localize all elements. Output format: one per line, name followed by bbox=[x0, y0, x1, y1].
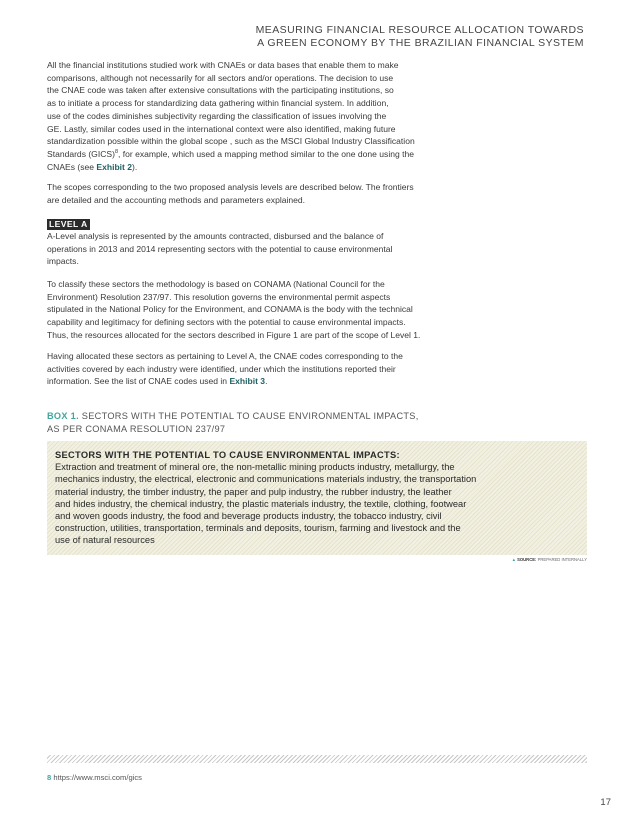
text-line: All the financial institutions studied work with CNAEs or data bases that enable them to make bbox=[47, 60, 399, 70]
paragraph-level-a bbox=[47, 230, 497, 268]
triangle-arrow-icon: ▲ bbox=[511, 557, 516, 562]
running-header-line-2: A GREEN ECONOMY BY THE BRAZILIAN FINANCIAL SYSTEM bbox=[257, 36, 584, 49]
text-line: standardization possible within the global scope , such as the MSCI Global Industry Classification bbox=[47, 136, 415, 147]
box-1-title bbox=[47, 410, 419, 435]
running-header bbox=[164, 24, 584, 49]
text-line: A-Level analysis is represented by the amounts contracted, disbursed and the balance of bbox=[47, 231, 384, 241]
footnote-number: 8 bbox=[47, 773, 52, 782]
source-note bbox=[474, 557, 587, 563]
paragraph-conama bbox=[47, 278, 497, 342]
box-text-line: mechanics industry, the electrical, electronic and communications materials industry, the transportation bbox=[55, 474, 477, 485]
source-text: PREPARED INTERNALLY bbox=[537, 557, 587, 562]
sectors-box-heading: SECTORS WITH THE POTENTIAL TO CAUSE ENVIRONMENTAL IMPACTS: bbox=[55, 450, 400, 460]
footnote-reference[interactable]: 8 bbox=[114, 149, 118, 156]
box-text-line: Extraction and treatment of mineral ore, the non-metallic mining products industry, metallurgy, the bbox=[55, 462, 455, 473]
footnote bbox=[47, 773, 142, 783]
level-a-heading: LEVEL A bbox=[49, 219, 88, 229]
paragraph-cnae-codes bbox=[47, 59, 497, 173]
exhibit-2-link[interactable]: Exhibit 2 bbox=[96, 161, 133, 172]
footnote-url-link[interactable]: https://www.msci.com/gics bbox=[53, 773, 142, 782]
text-line: Thus, the resources allocated for the sectors described in Figure 1 are part of the scope of Level 1. bbox=[47, 329, 421, 340]
running-header-line-1: MEASURING FINANCIAL RESOURCE ALLOCATION TOWARDS bbox=[255, 24, 584, 36]
text-line: GE. Lastly, similar codes used in the international context were also identified, making future bbox=[47, 123, 396, 134]
box-text-line: material industry, the timber industry, the paper and pulp industry, the rubber industry, the leather bbox=[55, 486, 452, 497]
box-title-line-2: AS PER CONAMA RESOLUTION 237/97 bbox=[47, 423, 226, 434]
text-line: activities covered by each industry were identified, under which the institutions reported their bbox=[47, 363, 396, 374]
box-text-line: construction, utilities, transportation, terminals and deposits, tourism, farming and livestock and the bbox=[55, 523, 461, 534]
source-label: SOURCE: bbox=[517, 557, 537, 562]
box-label: BOX 1. bbox=[47, 411, 79, 421]
exhibit-3-link[interactable]: Exhibit 3 bbox=[229, 376, 266, 387]
sectors-box bbox=[47, 441, 587, 555]
text-line bbox=[47, 375, 497, 388]
text-line: Having allocated these sectors as pertaining to Level A, the CNAE codes corresponding to the bbox=[47, 351, 403, 361]
text-line: The scopes corresponding to the two proposed analysis levels are described below. The frontiers bbox=[47, 182, 414, 192]
box-text-line: and woven goods industry, the food and beverage products industry, the tobacco industry, civil bbox=[55, 511, 442, 522]
box-text-line: and hides industry, the chemical industry, the plastic materials industry, the textile, clothing, footwear bbox=[55, 498, 467, 509]
text-fragment: ). bbox=[132, 161, 138, 172]
box-text-line: use of natural resources bbox=[55, 535, 155, 546]
text-line: impacts. bbox=[47, 256, 79, 267]
footnote-divider bbox=[47, 755, 587, 763]
text-fragment: , for example, which used a mapping method similar to the one done using the bbox=[118, 148, 414, 159]
text-line: comparisons, although not necessarily for all sectors and/or operations. The decision to use bbox=[47, 72, 394, 83]
text-line: stipulated in the National Policy for the Environment, and CONAMA is the body with the technical bbox=[47, 304, 413, 315]
text-line bbox=[47, 148, 497, 161]
text-fragment: Standards (GICS) bbox=[47, 148, 115, 159]
text-line: as to initiate a process for standardizing data gathering within financial system. In addition, bbox=[47, 98, 389, 109]
box-title-text: SECTORS WITH THE POTENTIAL TO CAUSE ENVIRONMENTAL IMPACTS, bbox=[81, 411, 419, 421]
text-line: capability and legitimacy for defining sectors with the potential to cause environmental impacts. bbox=[47, 317, 406, 328]
text-line: operations in 2013 and 2014 representing sectors with the potential to cause environmental bbox=[47, 243, 393, 254]
text-fragment: CNAEs (see bbox=[47, 161, 97, 172]
paragraph-cnae-list bbox=[47, 350, 497, 388]
page-number: 17 bbox=[600, 797, 611, 808]
paragraph-scopes bbox=[47, 181, 497, 206]
text-line: the CNAE code was taken after extensive consultations with the participating institutions, so bbox=[47, 85, 394, 96]
text-fragment: . bbox=[265, 376, 268, 387]
text-line: Environment) Resolution 237/97. This resolution governs the environmental permit aspects bbox=[47, 291, 391, 302]
text-line: To classify these sectors the methodology is based on CONAMA (National Council for the bbox=[47, 279, 385, 289]
sectors-box-content bbox=[55, 449, 583, 547]
text-fragment: information. See the list of CNAE codes used in bbox=[47, 376, 230, 387]
text-line: use of the codes diminishes subjectivity regarding the classification of issues involving the bbox=[47, 110, 387, 121]
text-line bbox=[47, 161, 497, 174]
text-line: are detailed and the accounting methods and parameters explained. bbox=[47, 194, 306, 205]
box-title-line-1 bbox=[47, 410, 419, 423]
